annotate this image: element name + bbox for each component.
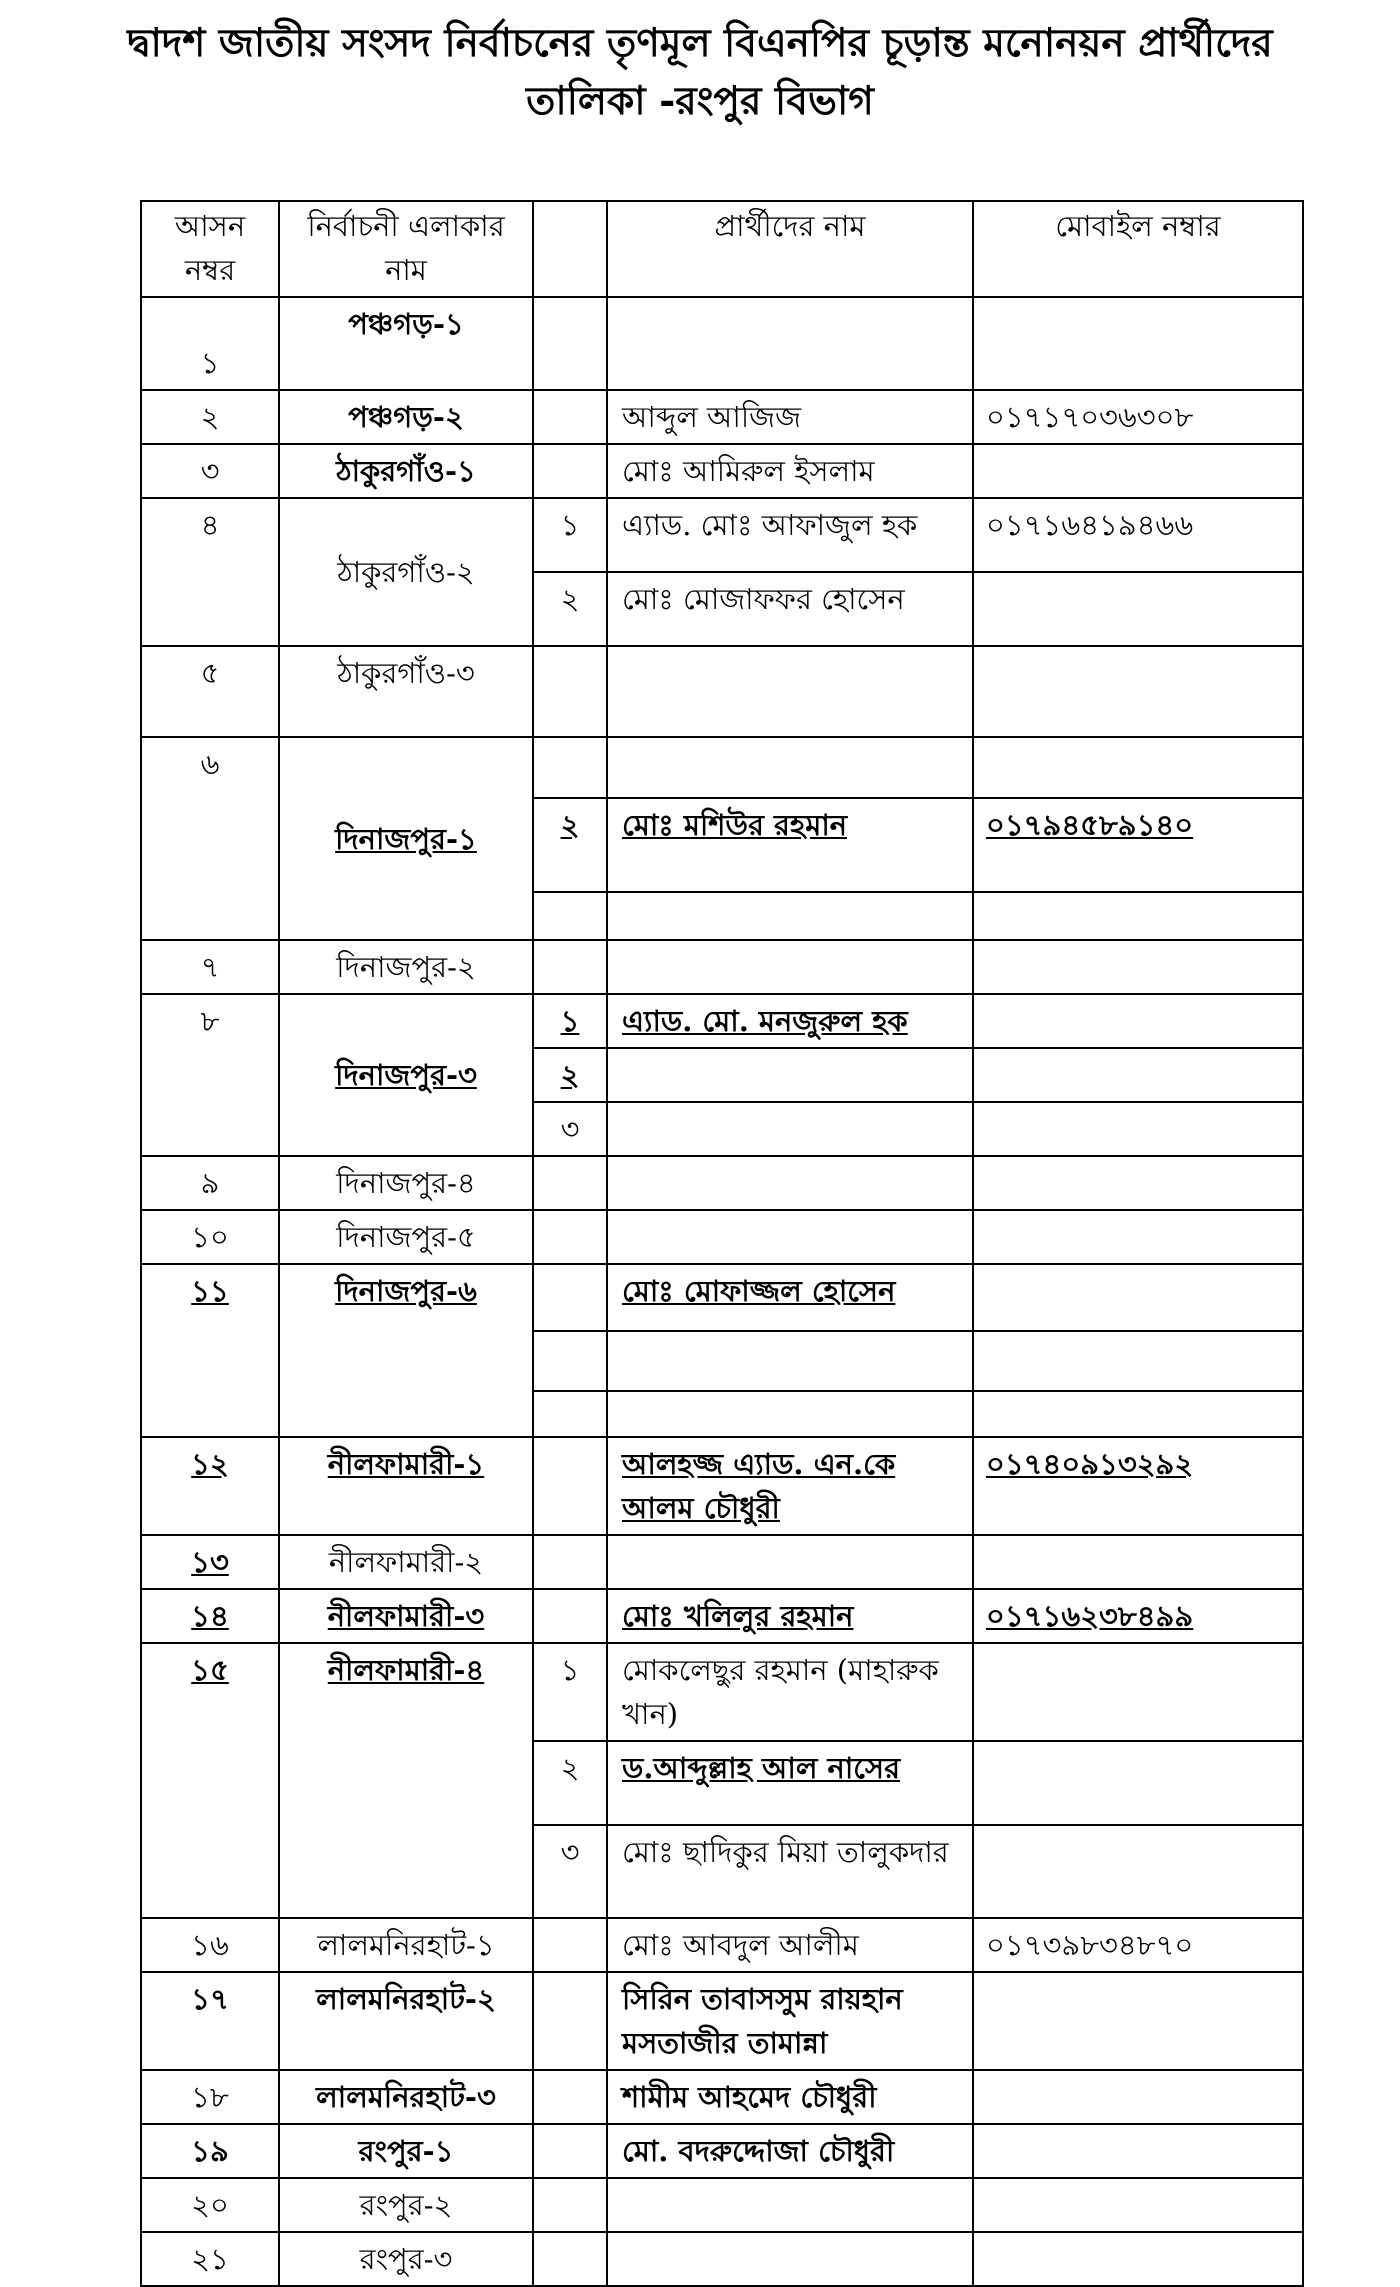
candidate-mobile	[973, 1825, 1303, 1918]
area-name: পঞ্চগড়-২	[279, 390, 533, 444]
candidate-name: মোঃ মোফাজ্জল হোসেন	[607, 1264, 973, 1331]
seat-number: ৯	[141, 1156, 279, 1210]
seat-number: ৮	[141, 994, 279, 1156]
candidate-mobile	[973, 1535, 1303, 1589]
candidate-mobile	[973, 892, 1303, 940]
candidate-index	[533, 1589, 607, 1643]
table-header-row	[141, 201, 1303, 297]
candidate-mobile	[973, 1048, 1303, 1102]
candidate-index	[533, 1210, 607, 1264]
candidate-mobile	[973, 994, 1303, 1048]
candidate-index	[533, 1264, 607, 1331]
seat-number: ১০	[141, 1210, 279, 1264]
candidate-name	[607, 1102, 973, 1156]
table-row	[141, 390, 1303, 444]
header-name: প্রার্থীদের নাম	[607, 201, 973, 297]
candidate-mobile	[973, 1643, 1303, 1741]
candidate-mobile	[973, 1331, 1303, 1391]
seat-number: ১৮	[141, 2070, 279, 2124]
candidate-mobile: ০১৭১৬২৩৮৪৯৯	[973, 1589, 1303, 1643]
candidate-mobile	[973, 1210, 1303, 1264]
candidate-mobile	[973, 1972, 1303, 2070]
candidate-mobile	[973, 572, 1303, 646]
candidate-mobile	[973, 2178, 1303, 2232]
table-row	[141, 498, 1303, 572]
seat-number: ৫	[141, 646, 279, 737]
title-line-1: দ্বাদশ জাতীয় সংসদ নির্বাচনের তৃণমূল বিএনপির চূড়ান্ত মনোনয়ন প্রার্থীদের	[127, 20, 1273, 66]
area-name: নীলফামারী-৩	[279, 1589, 533, 1643]
candidate-name	[607, 1210, 973, 1264]
candidate-name: ড.আব্দুল্লাহ আল নাসের	[607, 1741, 973, 1825]
seat-number: ১৯	[141, 2124, 279, 2178]
header-index	[533, 201, 607, 297]
candidate-index: ১	[533, 498, 607, 572]
candidate-name: মোঃ আমিরুল ইসলাম	[607, 444, 973, 498]
area-name: দিনাজপুর-৩	[279, 994, 533, 1156]
candidate-index	[533, 444, 607, 498]
candidate-name: এ্যাড. মোঃ আফাজুল হক	[607, 498, 973, 572]
candidate-mobile	[973, 2070, 1303, 2124]
candidate-name	[607, 940, 973, 994]
candidate-name	[607, 1535, 973, 1589]
table-row	[141, 444, 1303, 498]
seat-number: ১৭	[141, 1972, 279, 2070]
candidate-name: আব্দুল আজিজ	[607, 390, 973, 444]
candidate-index	[533, 1918, 607, 1972]
candidate-name: মোঃ মশিউর রহমান	[607, 798, 973, 892]
table-row	[141, 1535, 1303, 1589]
candidate-mobile	[973, 646, 1303, 737]
seat-number: ৭	[141, 940, 279, 994]
table-row	[141, 2070, 1303, 2124]
candidate-index: ২	[533, 798, 607, 892]
seat-number: ৩	[141, 444, 279, 498]
candidate-mobile: ০১৭৩৯৮৩৪৮৭০	[973, 1918, 1303, 1972]
area-name: দিনাজপুর-২	[279, 940, 533, 994]
candidate-index	[533, 1391, 607, 1437]
table-row	[141, 646, 1303, 737]
area-name: নীলফামারী-২	[279, 1535, 533, 1589]
candidate-index: ১	[533, 1643, 607, 1741]
table-row	[141, 1589, 1303, 1643]
candidate-mobile: ০১৭৯৪৫৮৯১৪০	[973, 798, 1303, 892]
candidate-name	[607, 737, 973, 798]
area-name: রংপুর-১	[279, 2124, 533, 2178]
candidate-index	[533, 2232, 607, 2286]
candidate-name	[607, 297, 973, 390]
seat-number: ১২	[141, 1437, 279, 1535]
seat-number: ১৪	[141, 1589, 279, 1643]
table-row	[141, 2232, 1303, 2286]
candidate-index: ১	[533, 994, 607, 1048]
candidate-index: ২	[533, 1048, 607, 1102]
candidate-mobile	[973, 297, 1303, 390]
table-row	[141, 1437, 1303, 1535]
candidate-name: মোঃ মোজাফফর হোসেন	[607, 572, 973, 646]
seat-number: ৪	[141, 498, 279, 646]
area-name: লালমনিরহাট-৩	[279, 2070, 533, 2124]
seat-number: ১৬	[141, 1918, 279, 1972]
area-name: দিনাজপুর-৬	[279, 1264, 533, 1437]
table-row	[141, 2124, 1303, 2178]
candidate-index: ২	[533, 1741, 607, 1825]
candidate-mobile	[973, 2232, 1303, 2286]
seat-number: ১৫	[141, 1643, 279, 1918]
candidate-index	[533, 1972, 607, 2070]
area-name: দিনাজপুর-৫	[279, 1210, 533, 1264]
area-name: পঞ্চগড়-১	[279, 297, 533, 390]
candidate-mobile: ০১৭৪০৯১৩২৯২	[973, 1437, 1303, 1535]
table-row	[141, 297, 1303, 390]
candidate-name: শামীম আহমেদ চৌধুরী	[607, 2070, 973, 2124]
candidate-name	[607, 646, 973, 737]
candidate-mobile: ০১৭১৭০৩৬৩০৮	[973, 390, 1303, 444]
candidate-mobile	[973, 2124, 1303, 2178]
candidate-name: মোঃ ছাদিকুর মিয়া তালুকদার	[607, 1825, 973, 1918]
table-row	[141, 1972, 1303, 2070]
area-name: নীলফামারী-৪	[279, 1643, 533, 1918]
seat-number: ২	[141, 390, 279, 444]
candidate-index	[533, 2070, 607, 2124]
area-name: দিনাজপুর-১	[279, 737, 533, 940]
header-seat: আসন নম্বর	[141, 201, 279, 297]
candidate-mobile	[973, 1741, 1303, 1825]
candidate-index	[533, 390, 607, 444]
seat-number: ১	[141, 297, 279, 390]
header-area: নির্বাচনী এলাকার নাম	[279, 201, 533, 297]
area-name: রংপুর-২	[279, 2178, 533, 2232]
candidates-table	[140, 200, 1304, 2287]
candidate-index	[533, 892, 607, 940]
table-row	[141, 1918, 1303, 1972]
candidate-name	[607, 1156, 973, 1210]
candidate-name: মোঃ আবদুল আলীম	[607, 1918, 973, 1972]
candidate-name: এ্যাড. মো. মনজুরুল হক	[607, 994, 973, 1048]
table-row	[141, 1156, 1303, 1210]
candidate-name	[607, 1391, 973, 1437]
table-row	[141, 737, 1303, 798]
table-row	[141, 994, 1303, 1048]
candidate-mobile	[973, 1156, 1303, 1210]
page-title	[40, 14, 1360, 130]
header-mobile: মোবাইল নম্বার	[973, 201, 1303, 297]
candidate-name: মোকলেছুর রহমান (মাহারুক খান)	[607, 1643, 973, 1741]
candidate-index	[533, 2178, 607, 2232]
candidate-index	[533, 1437, 607, 1535]
seat-number: ২১	[141, 2232, 279, 2286]
candidate-index	[533, 2124, 607, 2178]
seat-number: ১৩	[141, 1535, 279, 1589]
candidate-index: ২	[533, 572, 607, 646]
candidate-index	[533, 1156, 607, 1210]
table-row	[141, 1210, 1303, 1264]
candidate-index	[533, 940, 607, 994]
candidate-mobile	[973, 737, 1303, 798]
candidate-name	[607, 1331, 973, 1391]
area-name: লালমনিরহাট-২	[279, 1972, 533, 2070]
candidate-name: আলহজ্জ এ্যাড. এন.কে আলম চৌধুরী	[607, 1437, 973, 1535]
candidate-index	[533, 646, 607, 737]
area-name: রংপুর-৩	[279, 2232, 533, 2286]
seat-number: ১১	[141, 1264, 279, 1437]
candidate-mobile: ০১৭১৬৪১৯৪৬৬	[973, 498, 1303, 572]
candidate-mobile	[973, 1391, 1303, 1437]
candidate-mobile	[973, 940, 1303, 994]
candidate-index	[533, 737, 607, 798]
candidate-mobile	[973, 444, 1303, 498]
candidate-name	[607, 1048, 973, 1102]
candidate-mobile	[973, 1102, 1303, 1156]
candidate-index: ৩	[533, 1825, 607, 1918]
candidate-index	[533, 1331, 607, 1391]
candidate-index: ৩	[533, 1102, 607, 1156]
area-name: লালমনিরহাট-১	[279, 1918, 533, 1972]
candidate-name	[607, 2178, 973, 2232]
candidate-name: মো. বদরুদ্দোজা চৌধুরী	[607, 2124, 973, 2178]
table-row	[141, 940, 1303, 994]
seat-number: ৬	[141, 737, 279, 940]
area-name: দিনাজপুর-৪	[279, 1156, 533, 1210]
area-name: ঠাকুরগাঁও-১	[279, 444, 533, 498]
title-line-2: তালিকা -রংপুর বিভাগ	[526, 78, 874, 124]
candidate-name: সিরিন তাবাসসুম রায়হান মসতাজীর তামান্না	[607, 1972, 973, 2070]
candidate-mobile	[973, 1264, 1303, 1331]
candidate-name: মোঃ খলিলুর রহমান	[607, 1589, 973, 1643]
candidate-index	[533, 297, 607, 390]
table-row	[141, 1643, 1303, 1741]
table-row	[141, 1264, 1303, 1331]
candidate-index	[533, 1535, 607, 1589]
seat-number: ২০	[141, 2178, 279, 2232]
candidate-name	[607, 2232, 973, 2286]
area-name: ঠাকুরগাঁও-২	[279, 498, 533, 646]
table-row	[141, 2178, 1303, 2232]
area-name: নীলফামারী-১	[279, 1437, 533, 1535]
candidate-name	[607, 892, 973, 940]
area-name: ঠাকুরগাঁও-৩	[279, 646, 533, 737]
